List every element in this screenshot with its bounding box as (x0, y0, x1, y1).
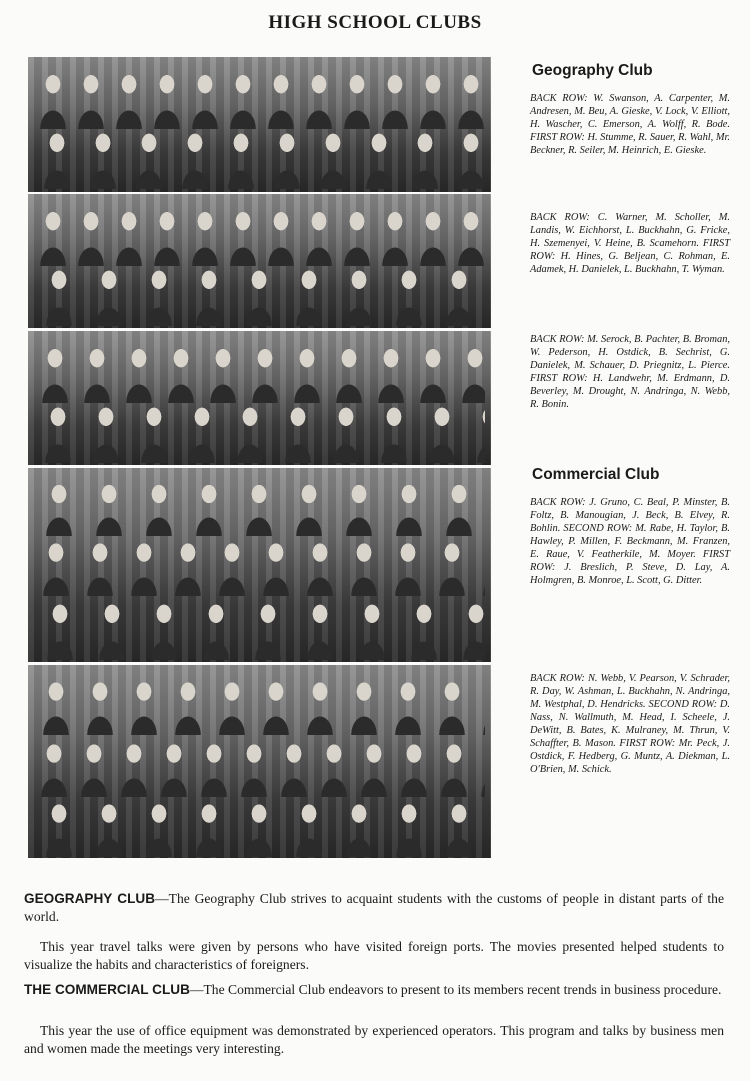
commercial-club-photo-1 (28, 468, 491, 662)
geography-club-heading: Geography Club (532, 62, 653, 79)
geography-club-photo-3 (28, 331, 491, 465)
photo-caption: BACK ROW: M. Serock, B. Pachter, B. Broman, W. Pederson, H. Ostdick, B. Sechrist, G. Danielek, M. Schauer, D. Priegnitz, L. Pierce. FIRST ROW: H. Landwehr, M. Erdmann, D. Beverley, M. Drought, N. Andringa, N. Webb, R. Bonin. (530, 334, 730, 410)
geography-club-paragraph-2: This year travel talks were given by persons who have visited foreign ports. The movies presented helped students to visualize the habits and characteristics of foreigners. (24, 939, 724, 972)
page-title: HIGH SCHOOL CLUBS (268, 12, 482, 33)
commercial-club-paragraph-2: This year the use of office equipment was demonstrated by experienced operators. This program and talks by business men and women made the meetings very interesting. (24, 1023, 724, 1056)
geography-club-paragraph-1: —The Geography Club strives to acquaint students with the customs of people in distant parts of the world. (24, 891, 724, 924)
commercial-club-lead: THE COMMERCIAL CLUB (24, 982, 190, 997)
geography-club-lead: GEOGRAPHY CLUB (24, 891, 156, 906)
geography-club-description (24, 890, 724, 926)
commercial-club-heading: Commercial Club (532, 466, 660, 483)
photo-caption: BACK ROW: C. Warner, M. Scholler, M. Landis, W. Eichhorst, L. Buckhahn, G. Fricke, H. Szemenyei, V. Heine, B. Scamehorn. FIRST ROW: H. Hines, G. Beljean, C. Rohman, E. Adamek, H. Danielek, L. Buckhahn, T. Wyman. (530, 212, 730, 275)
photo-caption: BACK ROW: N. Webb, V. Pearson, V. Schrader, R. Day, W. Ashman, L. Buckhahn, N. Andringa, M. Westphal, D. Hendricks. SECOND ROW: D. Nass, N. Wallmuth, M. Head, I. Scheele, J. DeWitt, B. Bates, K. Mulraney, M. Thrun, V. Schaffter, B. Mason. FIRST ROW: Mr. Peck, J. Ostdick, F. Hedberg, G. Muntz, A. Diekman, L. O'Brien, M. Schick. (530, 673, 730, 775)
commercial-club-photo-2 (28, 665, 491, 858)
geography-club-photo-2 (28, 194, 491, 328)
photo-caption: BACK ROW: W. Swanson, A. Carpenter, M. Andresen, M. Beu, A. Gieske, V. Lock, V. Elliott, H. Wascher, C. Emerson, A. Wolff, R. Bode. FIRST ROW: H. Stumme, R. Sauer, R. Wahl, Mr. Beckner, R. Seiler, M. Heinrich, E. Gieske. (530, 93, 730, 156)
geography-club-photo-1 (28, 57, 491, 192)
photo-caption: BACK ROW: J. Gruno, C. Beal, P. Minster, B. Foltz, B. Manougian, J. Beck, B. Elvey, R. Bohlin. SECOND ROW: M. Rabe, H. Taylor, B. Hawley, P. Millen, F. Beckmann, M. Franzen, E. Raue, V. Featherkile, M. Moyer. FIRST ROW: J. Breslich, P. Steve, D. Lay, A. Holmgren, B. Monroe, L. Scott, G. Ditter. (530, 497, 730, 586)
commercial-club-paragraph-1: —The Commercial Club endeavors to present to its members recent trends in business procedure. (189, 982, 722, 997)
commercial-club-description (24, 981, 724, 999)
